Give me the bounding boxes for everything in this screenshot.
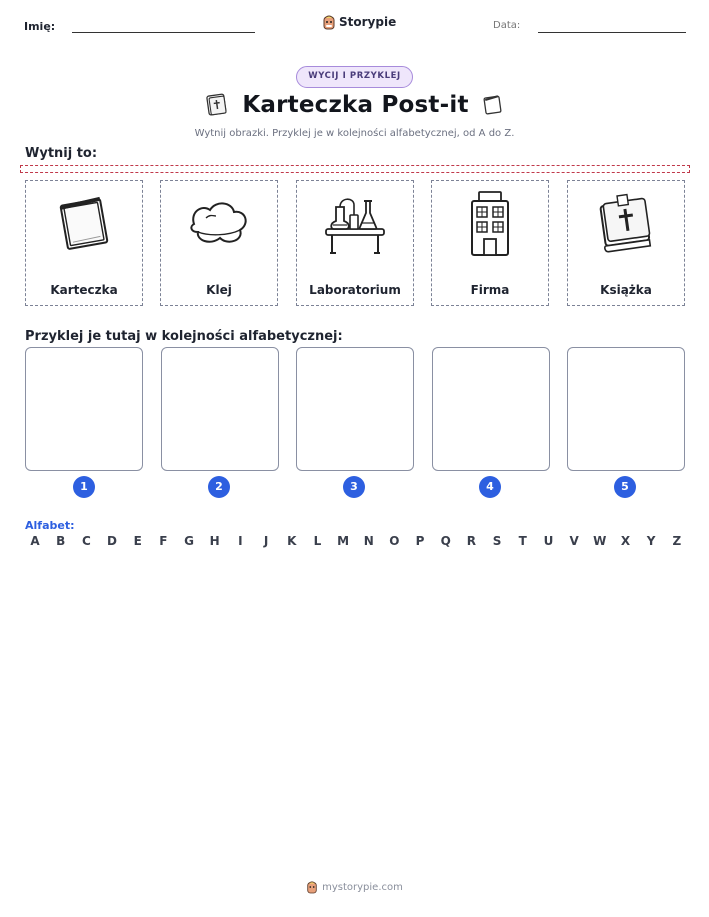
cut-card-firma[interactable] [431, 180, 549, 306]
alphabet-letter: R [466, 534, 477, 548]
alphabet-letter: A [30, 534, 40, 548]
paste-heading: Przyklej je tutaj w kolejności alfabetycznej: [25, 329, 343, 344]
storypie-mascot-icon [306, 880, 318, 894]
date-line[interactable] [538, 32, 686, 33]
cut-heading: Wytnij to: [25, 146, 98, 161]
page-title: Karteczka Post-it [242, 92, 469, 118]
title-row [0, 92, 709, 118]
alphabet-letter: V [569, 534, 579, 548]
alphabet-letter: P [415, 534, 425, 548]
laboratory-icon [320, 191, 390, 257]
cut-card-ksiazka[interactable] [567, 180, 685, 306]
cut-line [20, 165, 690, 173]
alphabet-letter: C [81, 534, 91, 548]
slot-number-5: 5 [614, 476, 636, 498]
paste-slot-2[interactable] [161, 347, 279, 471]
alphabet-label: Alfabet: [25, 519, 75, 532]
instructions: Wytnij obrazki. Przyklej je w kolejności alfabetycznej, od A do Z. [194, 128, 515, 139]
name-line[interactable] [72, 32, 255, 33]
alphabet-letter: N [363, 534, 374, 548]
alphabet-letter: B [56, 534, 66, 548]
card-label: Firma [470, 283, 510, 297]
alphabet-letter: W [593, 534, 607, 548]
alphabet-letter: L [313, 534, 322, 548]
cut-card-klej[interactable] [160, 180, 278, 306]
cut-card-karteczka[interactable] [25, 180, 143, 306]
alphabet-letter: F [159, 534, 168, 548]
activity-badge: WYCIJ I PRZYKLEJ [296, 66, 413, 88]
storypie-mascot-icon [322, 14, 336, 30]
alphabet-letter: I [238, 534, 243, 548]
slot-number-1: 1 [73, 476, 95, 498]
sticky-note-icon [481, 93, 505, 117]
alphabet-letter: K [287, 534, 297, 548]
slot-number-2: 2 [208, 476, 230, 498]
date-label: Data: [493, 20, 521, 31]
office-building-icon [465, 190, 515, 258]
book-icon [204, 92, 230, 118]
alphabet-letter: D [107, 534, 117, 548]
cut-card-laboratorium[interactable] [296, 180, 414, 306]
paste-slot-3[interactable] [296, 347, 414, 471]
alphabet-letter: G [184, 534, 194, 548]
paste-slot-5[interactable] [567, 347, 685, 471]
alphabet-letter: O [389, 534, 400, 548]
card-label: Klej [206, 283, 232, 297]
sticky-note-icon [52, 192, 116, 256]
logo-text: Storypie [339, 15, 397, 29]
footer-link[interactable]: mystorypie.com [322, 881, 403, 893]
alphabet-letter: S [492, 534, 502, 548]
alphabet-letter: H [209, 534, 220, 548]
alphabet-letter: Y [646, 534, 656, 548]
alphabet-letter: X [620, 534, 631, 548]
alphabet-letter: Q [440, 534, 451, 548]
footer [0, 880, 709, 894]
alphabet-letter: M [337, 534, 350, 548]
alphabet-letter: U [543, 534, 554, 548]
alphabet-letter: E [133, 534, 142, 548]
slot-number-4: 4 [479, 476, 501, 498]
alphabet-row [28, 534, 684, 548]
storypie-logo [322, 14, 396, 30]
slot-number-3: 3 [343, 476, 365, 498]
card-label: Karteczka [50, 283, 118, 297]
glue-icon [184, 194, 254, 254]
alphabet-letter: J [263, 534, 269, 548]
card-label: Laboratorium [309, 283, 401, 297]
card-label: Książka [600, 283, 652, 297]
paste-slot-4[interactable] [432, 347, 550, 471]
name-label: Imię: [24, 20, 56, 33]
alphabet-letter: Z [672, 534, 682, 548]
paste-slot-1[interactable] [25, 347, 143, 471]
alphabet-letter: T [518, 534, 527, 548]
book-icon [593, 191, 659, 257]
